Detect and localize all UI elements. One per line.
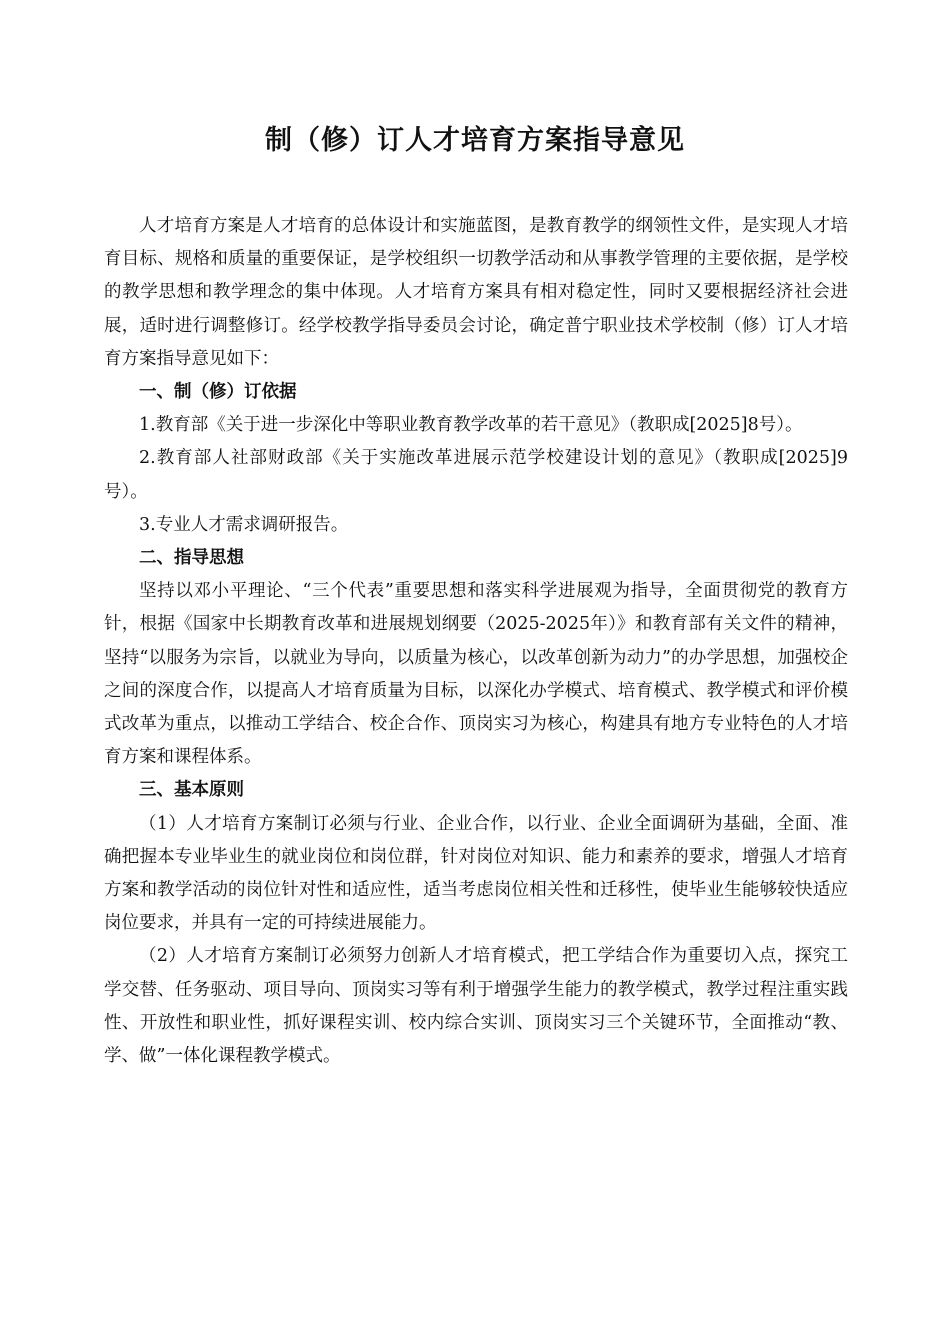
principle-paragraph-1: （1）人才培育方案制订必须与行业、企业合作，以行业、企业全面调研为基础，全面、准确把握本专业毕业生的就业岗位和岗位群，针对岗位对知识、能力和素养的要求，增强人才培育方案和教学活动的岗位针对性和适应性，适当考虑岗位相关性和迁移性，使毕业生能够较快适应岗位要求，并具有一定的可持续进展能力。 — [104, 813, 848, 934]
document-body — [104, 210, 848, 1073]
basis-item-3: 3.专业人才需求调研报告。 — [139, 514, 349, 535]
guiding-ideology-paragraph: 坚持以邓小平理论、“三个代表”重要思想和落实科学进展观为指导，全面贯彻党的教育方针，根据《国家中长期教育改革和进展规划纲要（2025-2025年）》和教育部有关文件的精神，坚持“以服务为宗旨，以就业为导向，以质量为核心，以改革创新为动力”的办学思想，加强校企之间的深度合作，以提高人才培育质量为目标，以深化办学模式、培育模式、教学模式和评价模式改革为重点，以推动工学结合、校企合作、顶岗实习为核心，构建具有地方专业特色的人才培育方案和课程体系。 — [104, 581, 848, 768]
intro-paragraph: 人才培育方案是人才培育的总体设计和实施蓝图，是教育教学的纲领性文件，是实现人才培育目标、规格和质量的重要保证，是学校组织一切教学活动和从事教学管理的主要依据，是学校的教学思想和教学理念的集中体现。人才培育方案具有相对稳定性，同时又要根据经济社会进展，适时进行调整修订。经学校教学指导委员会讨论，确定普宁职业技术学校制（修）订人才培育方案指导意见如下： — [104, 216, 848, 369]
page-title: 制（修）订人才培育方案指导意见 — [265, 125, 685, 156]
principle-paragraph-2: （2）人才培育方案制订必须努力创新人才培育模式，把工学结合作为重要切入点，探究工学交替、任务驱动、项目导向、顶岗实习等有利于增强学生能力的教学模式，教学过程注重实践性、开放性和职业性，抓好课程实训、校内综合实训、顶岗实习三个关键环节，全面推动“教、学、做”一体化课程教学模式。 — [104, 946, 848, 1067]
section-heading-basis: 一、制（修）订依据 — [139, 382, 297, 403]
section-heading-principles: 三、基本原则 — [139, 780, 244, 801]
section-heading-guiding-ideology: 二、指导思想 — [139, 548, 244, 569]
basis-item-1: 1.教育部《关于进一步深化中等职业教育教学改革的若干意见》（教职成[2025]8号）。 — [139, 415, 803, 436]
basis-item-2: 2.教育部人社部财政部《关于实施改革进展示范学校建设计划的意见》（教职成[2025]9号）。 — [104, 448, 848, 502]
